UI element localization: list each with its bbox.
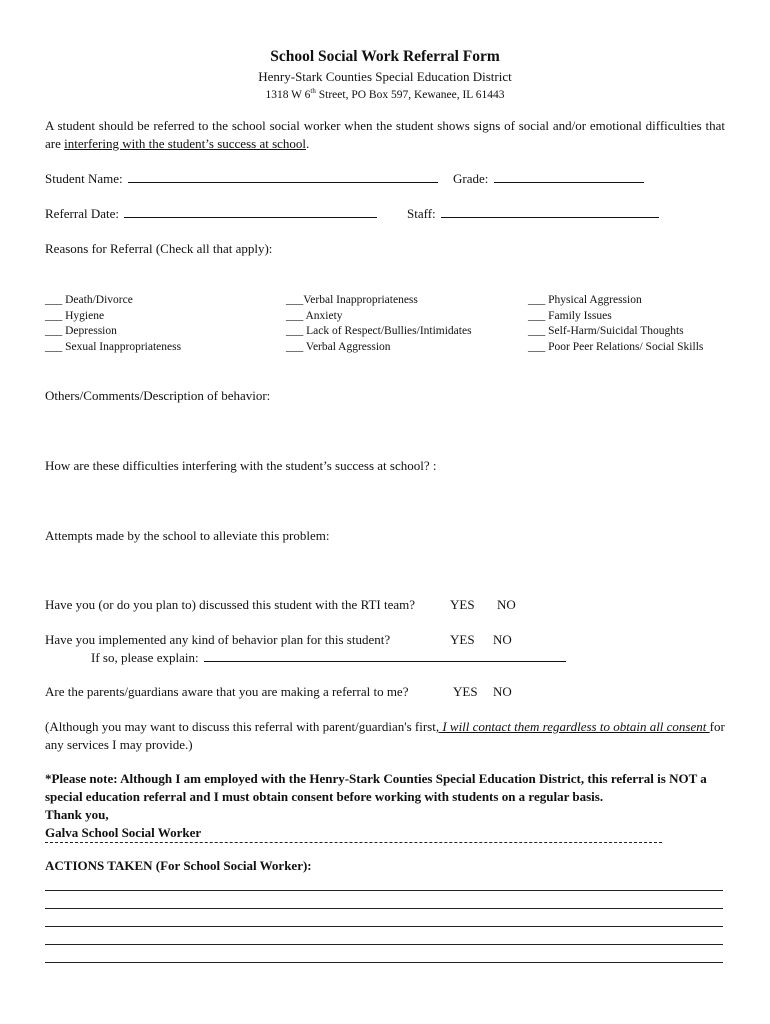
reason-item[interactable]: ___ Poor Peer Relations/ Social Skills xyxy=(528,340,704,353)
actions-line[interactable] xyxy=(45,962,723,963)
actions-line[interactable] xyxy=(45,890,723,891)
reason-item[interactable]: ___ Anxiety xyxy=(286,309,343,322)
reason-item[interactable]: ___ Physical Aggression xyxy=(528,294,642,306)
grade-label: Grade: xyxy=(453,171,489,186)
thank-you: Thank you, xyxy=(45,807,109,822)
reason-item[interactable]: ___ Self-Harm/Suicidal Thoughts xyxy=(528,325,684,337)
parent-contact-note: (Although you may want to discuss this referral with parent/guardian's first, I will contact them regardless to obtain all consent for any services I may provide.) xyxy=(45,719,725,752)
reason-item[interactable]: ___ Family Issues xyxy=(528,309,612,322)
behavior-plan-question: Have you implemented any kind of behavior plan for this student? xyxy=(45,632,391,647)
reason-item[interactable]: ___Verbal Inappropriateness xyxy=(286,294,418,306)
reasons-column-3 xyxy=(528,293,703,355)
behavior-plan-yes-option[interactable]: YES xyxy=(450,632,475,647)
staff-label: Staff: xyxy=(407,206,436,221)
reasons-column-1 xyxy=(45,293,181,355)
parents-aware-no-option[interactable]: NO xyxy=(493,684,512,699)
student-name-field[interactable] xyxy=(45,171,438,187)
reasons-heading: Reasons for Referral (Check all that apply): xyxy=(45,241,273,256)
signature: Galva School Social Worker xyxy=(45,825,202,840)
reason-item[interactable]: ___ Verbal Aggression xyxy=(286,340,391,353)
behavior-plan-no-option[interactable]: NO xyxy=(493,632,512,647)
divider xyxy=(45,842,662,843)
others-comments-label: Others/Comments/Description of behavior: xyxy=(45,388,271,403)
staff-line[interactable] xyxy=(441,216,659,218)
staff-field[interactable] xyxy=(407,206,659,222)
explain-line[interactable] xyxy=(204,660,566,662)
rti-question: Have you (or do you plan to) discussed this student with the RTI team? xyxy=(45,597,416,612)
referral-date-field[interactable] xyxy=(45,206,377,222)
reasons-column-2 xyxy=(286,293,472,355)
parents-aware-question: Are the parents/guardians aware that you are making a referral to me? xyxy=(45,684,409,699)
student-name-label: Student Name: xyxy=(45,171,123,186)
referral-date-line[interactable] xyxy=(124,216,377,218)
please-note-text: *Please note: Although I am employed with the Henry-Stark Counties Special Education District, this referral is NOT a special education referral and I must obtain consent before working with students on a regular basis. xyxy=(45,771,707,804)
form-title: School Social Work Referral Form xyxy=(270,48,500,65)
reason-item[interactable]: ___ Death/Divorce xyxy=(45,294,133,306)
explain-label: If so, please explain: xyxy=(91,650,199,665)
rti-yes-option[interactable]: YES xyxy=(450,597,475,612)
actions-line[interactable] xyxy=(45,944,723,945)
reason-item[interactable]: ___ Hygiene xyxy=(45,309,105,322)
rti-no-option[interactable]: NO xyxy=(497,597,516,612)
grade-line[interactable] xyxy=(494,181,644,183)
reason-item[interactable]: ___ Sexual Inappropriateness xyxy=(45,340,182,353)
parents-aware-yes-option[interactable]: YES xyxy=(453,684,478,699)
student-name-line[interactable] xyxy=(128,181,438,183)
explain-field[interactable] xyxy=(91,650,566,666)
actions-line[interactable] xyxy=(45,908,723,909)
reason-item[interactable]: ___ Depression xyxy=(45,325,117,337)
district-address: 1318 W 6th Street, PO Box 597, Kewanee, IL 61443 xyxy=(265,87,505,101)
attempts-question: Attempts made by the school to alleviate this problem: xyxy=(45,528,330,543)
actions-heading: ACTIONS TAKEN (For School Social Worker): xyxy=(45,858,312,873)
intro-paragraph: A student should be referred to the school social worker when the student shows signs of social and/or emotional difficulties that are interfering with the student’s success at school. xyxy=(45,118,725,151)
actions-line[interactable] xyxy=(45,926,723,927)
referral-date-label: Referral Date: xyxy=(45,206,119,221)
interfering-question: How are these difficulties interfering with the student’s success at school? : xyxy=(45,458,437,473)
reason-item[interactable]: ___ Lack of Respect/Bullies/Intimidates xyxy=(286,325,472,337)
grade-field[interactable] xyxy=(453,171,644,187)
please-note xyxy=(45,770,725,842)
district-name: Henry-Stark Counties Special Education District xyxy=(258,69,512,84)
